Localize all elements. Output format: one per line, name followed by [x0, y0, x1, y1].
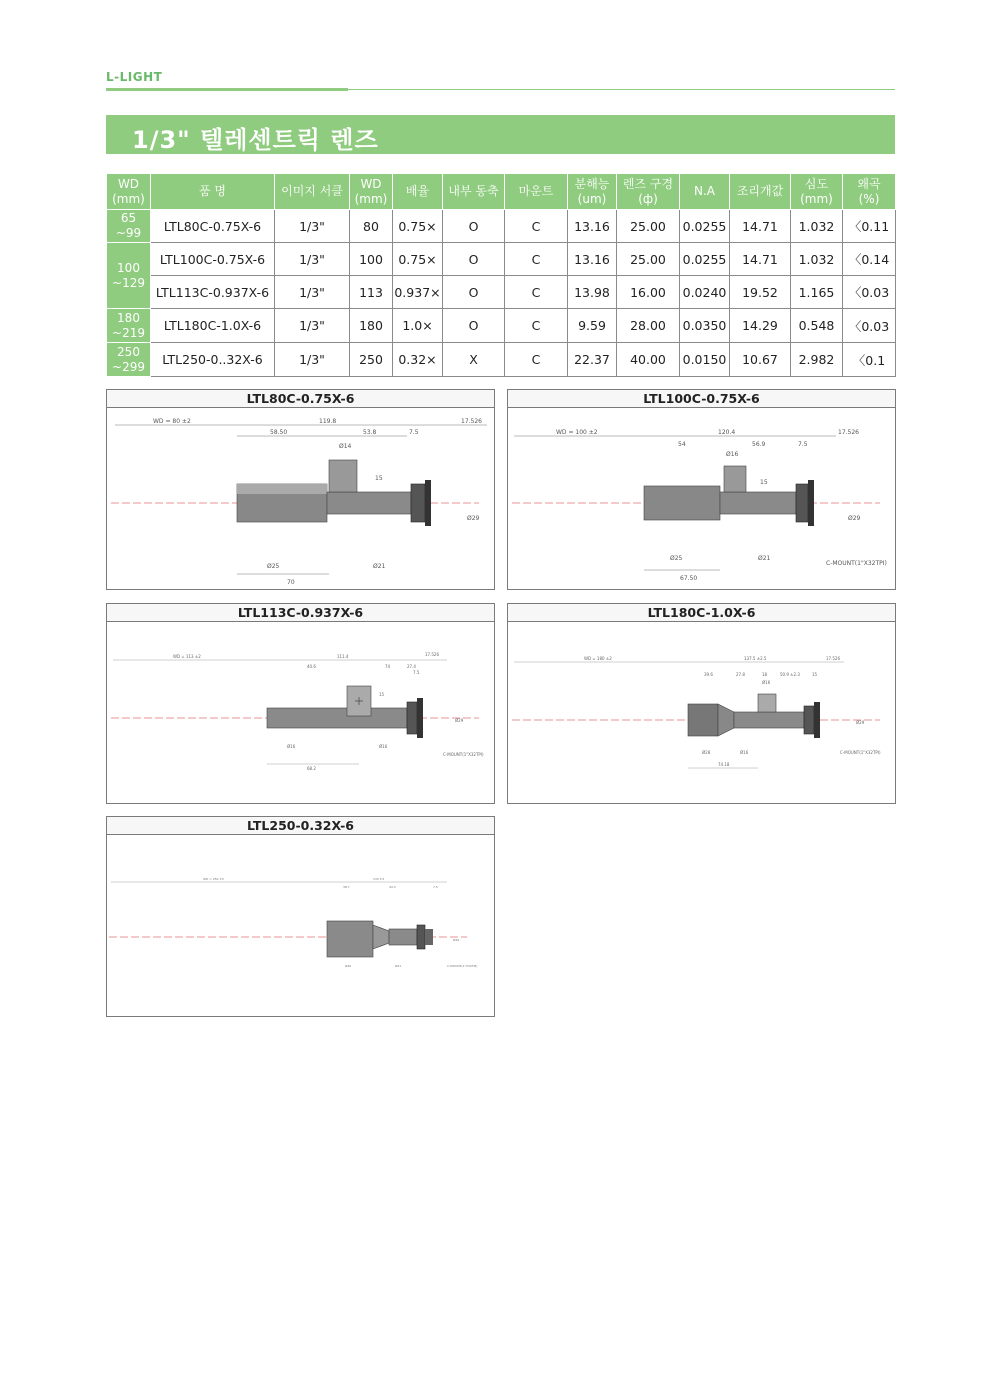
table-cell: 180: [350, 309, 393, 343]
table-cell: 80: [350, 210, 393, 243]
dim-body-dia: Ø28: [702, 750, 711, 755]
model-name-cell: LTL180C-1.0X-6: [151, 309, 275, 343]
table-cell: 1/3": [275, 309, 350, 343]
table-cell: 0.0255: [680, 243, 730, 276]
dim-mount-len: 7.5: [409, 429, 419, 436]
dim-body-dia: Ø40: [345, 964, 352, 968]
table-row: [107, 343, 896, 377]
table-cell: 40.00: [617, 343, 680, 377]
wd-range-cell: 250 ~299: [107, 343, 151, 377]
drawing-title: LTL100C-0.75X-6: [508, 390, 895, 408]
table-cell: 9.59: [568, 309, 617, 343]
col-header: WD (mm): [350, 174, 393, 210]
dim-mid-dia: Ø16: [740, 750, 749, 755]
table-cell: 13.16: [568, 243, 617, 276]
table-cell: 1/3": [275, 276, 350, 309]
dim-wd: WD = 113 ±2: [173, 654, 201, 659]
col-header: 내부 동축: [443, 174, 505, 210]
table-cell: 0.0255: [680, 210, 730, 243]
table-row: [107, 276, 896, 309]
dim-port-dia: Ø16: [762, 680, 771, 685]
table-cell: 0.32×: [393, 343, 443, 377]
lens-drawing-ltl80c: [107, 408, 494, 589]
model-name-cell: LTL250-0..32X-6: [151, 343, 275, 377]
table-row: [107, 210, 896, 243]
dim-mount-dia: Ø29: [848, 515, 861, 522]
title-bar: [106, 115, 895, 154]
dim-body-dia: Ø25: [267, 563, 280, 570]
table-row: [107, 243, 896, 276]
dim-port-len: 18: [762, 672, 768, 677]
dim-mount-dia: Ø29: [856, 720, 865, 725]
col-header: 배율: [393, 174, 443, 210]
dim-port-height: 15: [760, 479, 768, 486]
dim-mid-dia: Ø21: [395, 964, 402, 968]
table-cell: 〈0.03: [843, 309, 896, 343]
table-cell: O: [443, 276, 505, 309]
dim-port-height: 15: [375, 475, 383, 482]
dim-mount-dia: Ø29: [453, 938, 460, 942]
dim-total: 137.5 ±2.5: [744, 656, 767, 661]
dim-mid-dia: Ø21: [758, 555, 771, 562]
dim-body-dia: Ø16: [287, 744, 296, 749]
dim-length: 68.2: [307, 766, 316, 771]
dim-mount-gap: 27.4: [407, 664, 416, 669]
table-cell: 1/3": [275, 243, 350, 276]
table-cell: 〈0.14: [843, 243, 896, 276]
table-cell: 1/3": [275, 343, 350, 377]
dim-port-dia: Ø16: [726, 451, 739, 458]
table-cell: 25.00: [617, 243, 680, 276]
drawing-panel-ltl250: [106, 816, 495, 1017]
table-cell: 1.0×: [393, 309, 443, 343]
table-cell: 10.67: [730, 343, 791, 377]
col-header: 왜곡 (%): [843, 174, 896, 210]
table-cell: 0.937×: [393, 276, 443, 309]
dim-front: 58.50: [270, 429, 288, 436]
page-title: 1/3" 텔레센트릭 렌즈: [132, 126, 379, 154]
table-cell: O: [443, 210, 505, 243]
dim-rear: 50.9 ±2.3: [780, 672, 800, 677]
lens-drawing-ltl113c: [107, 622, 494, 803]
table-cell: 100: [350, 243, 393, 276]
wd-range-cell: 100 ~129: [107, 243, 151, 309]
table-cell: 〈0.11: [843, 210, 896, 243]
dim-wd: WD = 180 ±2: [584, 656, 612, 661]
wd-range-cell: 65 ~99: [107, 210, 151, 243]
dim-flange: 17.526: [826, 656, 840, 661]
lens-drawing-ltl250: [107, 835, 494, 1016]
table-cell: 13.98: [568, 276, 617, 309]
col-header: 조리개값: [730, 174, 791, 210]
mount-label: C-MOUNT(1"X32TPI): [826, 560, 887, 567]
dim-front: 39.6: [704, 672, 713, 677]
table-cell: 〈0.03: [843, 276, 896, 309]
table-cell: 1/3": [275, 210, 350, 243]
wd-range-cell: 180 ~219: [107, 309, 151, 343]
table-cell: 0.75×: [393, 210, 443, 243]
dim-wd: WD = 250 ±5: [203, 877, 224, 881]
dim-total: 120.4: [718, 429, 736, 436]
dim-port-height: 15: [379, 692, 385, 697]
dim-total: 119.8: [319, 418, 337, 425]
table-cell: X: [443, 343, 505, 377]
col-header: 렌즈 구경 (ф): [617, 174, 680, 210]
dim-mount-len: 7.5: [433, 885, 438, 889]
table-cell: 〈0.1: [843, 343, 896, 377]
table-cell: 0.0350: [680, 309, 730, 343]
dim-mid-len: 27.8: [736, 672, 745, 677]
brand-underline: [106, 88, 348, 91]
table-cell: 14.29: [730, 309, 791, 343]
dim-mount-dia: Ø29: [467, 515, 480, 522]
dim-rear: 53.8: [363, 429, 377, 436]
model-name-cell: LTL113C-0.937X-6: [151, 276, 275, 309]
table-cell: 250: [350, 343, 393, 377]
col-header: WD (mm): [107, 174, 151, 210]
table-cell: 1.032: [791, 243, 843, 276]
table-cell: 1.165: [791, 276, 843, 309]
dim-length: 74.18: [718, 762, 730, 767]
dim-flange: 17.526: [461, 418, 482, 425]
table-cell: 0.0150: [680, 343, 730, 377]
table-cell: 19.52: [730, 276, 791, 309]
dim-mount-len: 7.5: [413, 670, 420, 675]
lens-drawing-ltl180c: [508, 622, 895, 803]
model-name-cell: LTL100C-0.75X-6: [151, 243, 275, 276]
table-cell: O: [443, 309, 505, 343]
brand-label: L-LIGHT: [106, 70, 163, 84]
table-cell: 0.0240: [680, 276, 730, 309]
dim-mid-dia: Ø16: [379, 744, 388, 749]
table-cell: 0.548: [791, 309, 843, 343]
drawing-panel-ltl180c: [507, 603, 896, 804]
dim-mount-dia: Ø29: [455, 718, 464, 723]
dim-total: 111.4: [337, 654, 349, 659]
drawing-title: LTL250-0.32X-6: [107, 817, 494, 835]
table-cell: C: [505, 243, 568, 276]
dim-front: 54: [678, 441, 686, 448]
drawing-title: LTL180C-1.0X-6: [508, 604, 895, 622]
col-header: N.A: [680, 174, 730, 210]
table-cell: 113: [350, 276, 393, 309]
dim-mid-dia: Ø21: [373, 563, 386, 570]
table-cell: C: [505, 343, 568, 377]
dim-rear: 44.3: [389, 885, 396, 889]
dim-wd: WD = 100 ±2: [556, 429, 598, 436]
dim-body-dia: Ø25: [670, 555, 683, 562]
col-header: 품 명: [151, 174, 275, 210]
table-cell: 14.71: [730, 243, 791, 276]
dim-front: 38.7: [343, 885, 350, 889]
drawing-title: LTL80C-0.75X-6: [107, 390, 494, 408]
lens-drawing-ltl100c: [508, 408, 895, 589]
table-cell: 0.75×: [393, 243, 443, 276]
mount-label: C-MOUNT(1"X32TPI): [840, 750, 881, 755]
table-cell: 22.37: [568, 343, 617, 377]
dim-port-dia: Ø14: [339, 443, 352, 450]
table-cell: 14.71: [730, 210, 791, 243]
dim-flange: 17.526: [838, 429, 859, 436]
table-cell: 2.982: [791, 343, 843, 377]
col-header: 심도 (mm): [791, 174, 843, 210]
dim-wd: WD = 80 ±2: [153, 418, 191, 425]
col-header: 이미지 서클: [275, 174, 350, 210]
dim-rear: 56.9: [752, 441, 766, 448]
table-cell: C: [505, 210, 568, 243]
dim-rear: 74: [385, 664, 391, 669]
drawing-panel-ltl100c: [507, 389, 896, 590]
dim-mount-len: 7.5: [798, 441, 808, 448]
col-header: 마운트: [505, 174, 568, 210]
mount-label: C-MOUNT(1"X32TPI): [443, 752, 484, 757]
drawing-title: LTL113C-0.937X-6: [107, 604, 494, 622]
table-cell: 28.00: [617, 309, 680, 343]
table-cell: C: [505, 309, 568, 343]
drawing-panel-ltl113c: [106, 603, 495, 804]
table-header-row: [107, 174, 896, 210]
drawing-panel-ltl80c: [106, 389, 495, 590]
table-cell: 13.16: [568, 210, 617, 243]
table-cell: C: [505, 276, 568, 309]
spec-table: [106, 173, 896, 377]
table-cell: O: [443, 243, 505, 276]
dim-mount-len: 15: [812, 672, 818, 677]
table-row: [107, 309, 896, 343]
col-header: 분해능 (um): [568, 174, 617, 210]
model-name-cell: LTL80C-0.75X-6: [151, 210, 275, 243]
header-rule: [348, 89, 895, 90]
table-cell: 25.00: [617, 210, 680, 243]
dim-length: 67.50: [680, 575, 698, 582]
dim-total: 130 ±3: [373, 877, 385, 881]
mount-label: C-MOUNT(1"X32TPI): [447, 964, 478, 968]
dim-length: 70: [287, 579, 295, 586]
dim-flange: 17.526: [425, 652, 439, 657]
table-cell: 1.032: [791, 210, 843, 243]
dim-front: 40.6: [307, 664, 316, 669]
table-cell: 16.00: [617, 276, 680, 309]
